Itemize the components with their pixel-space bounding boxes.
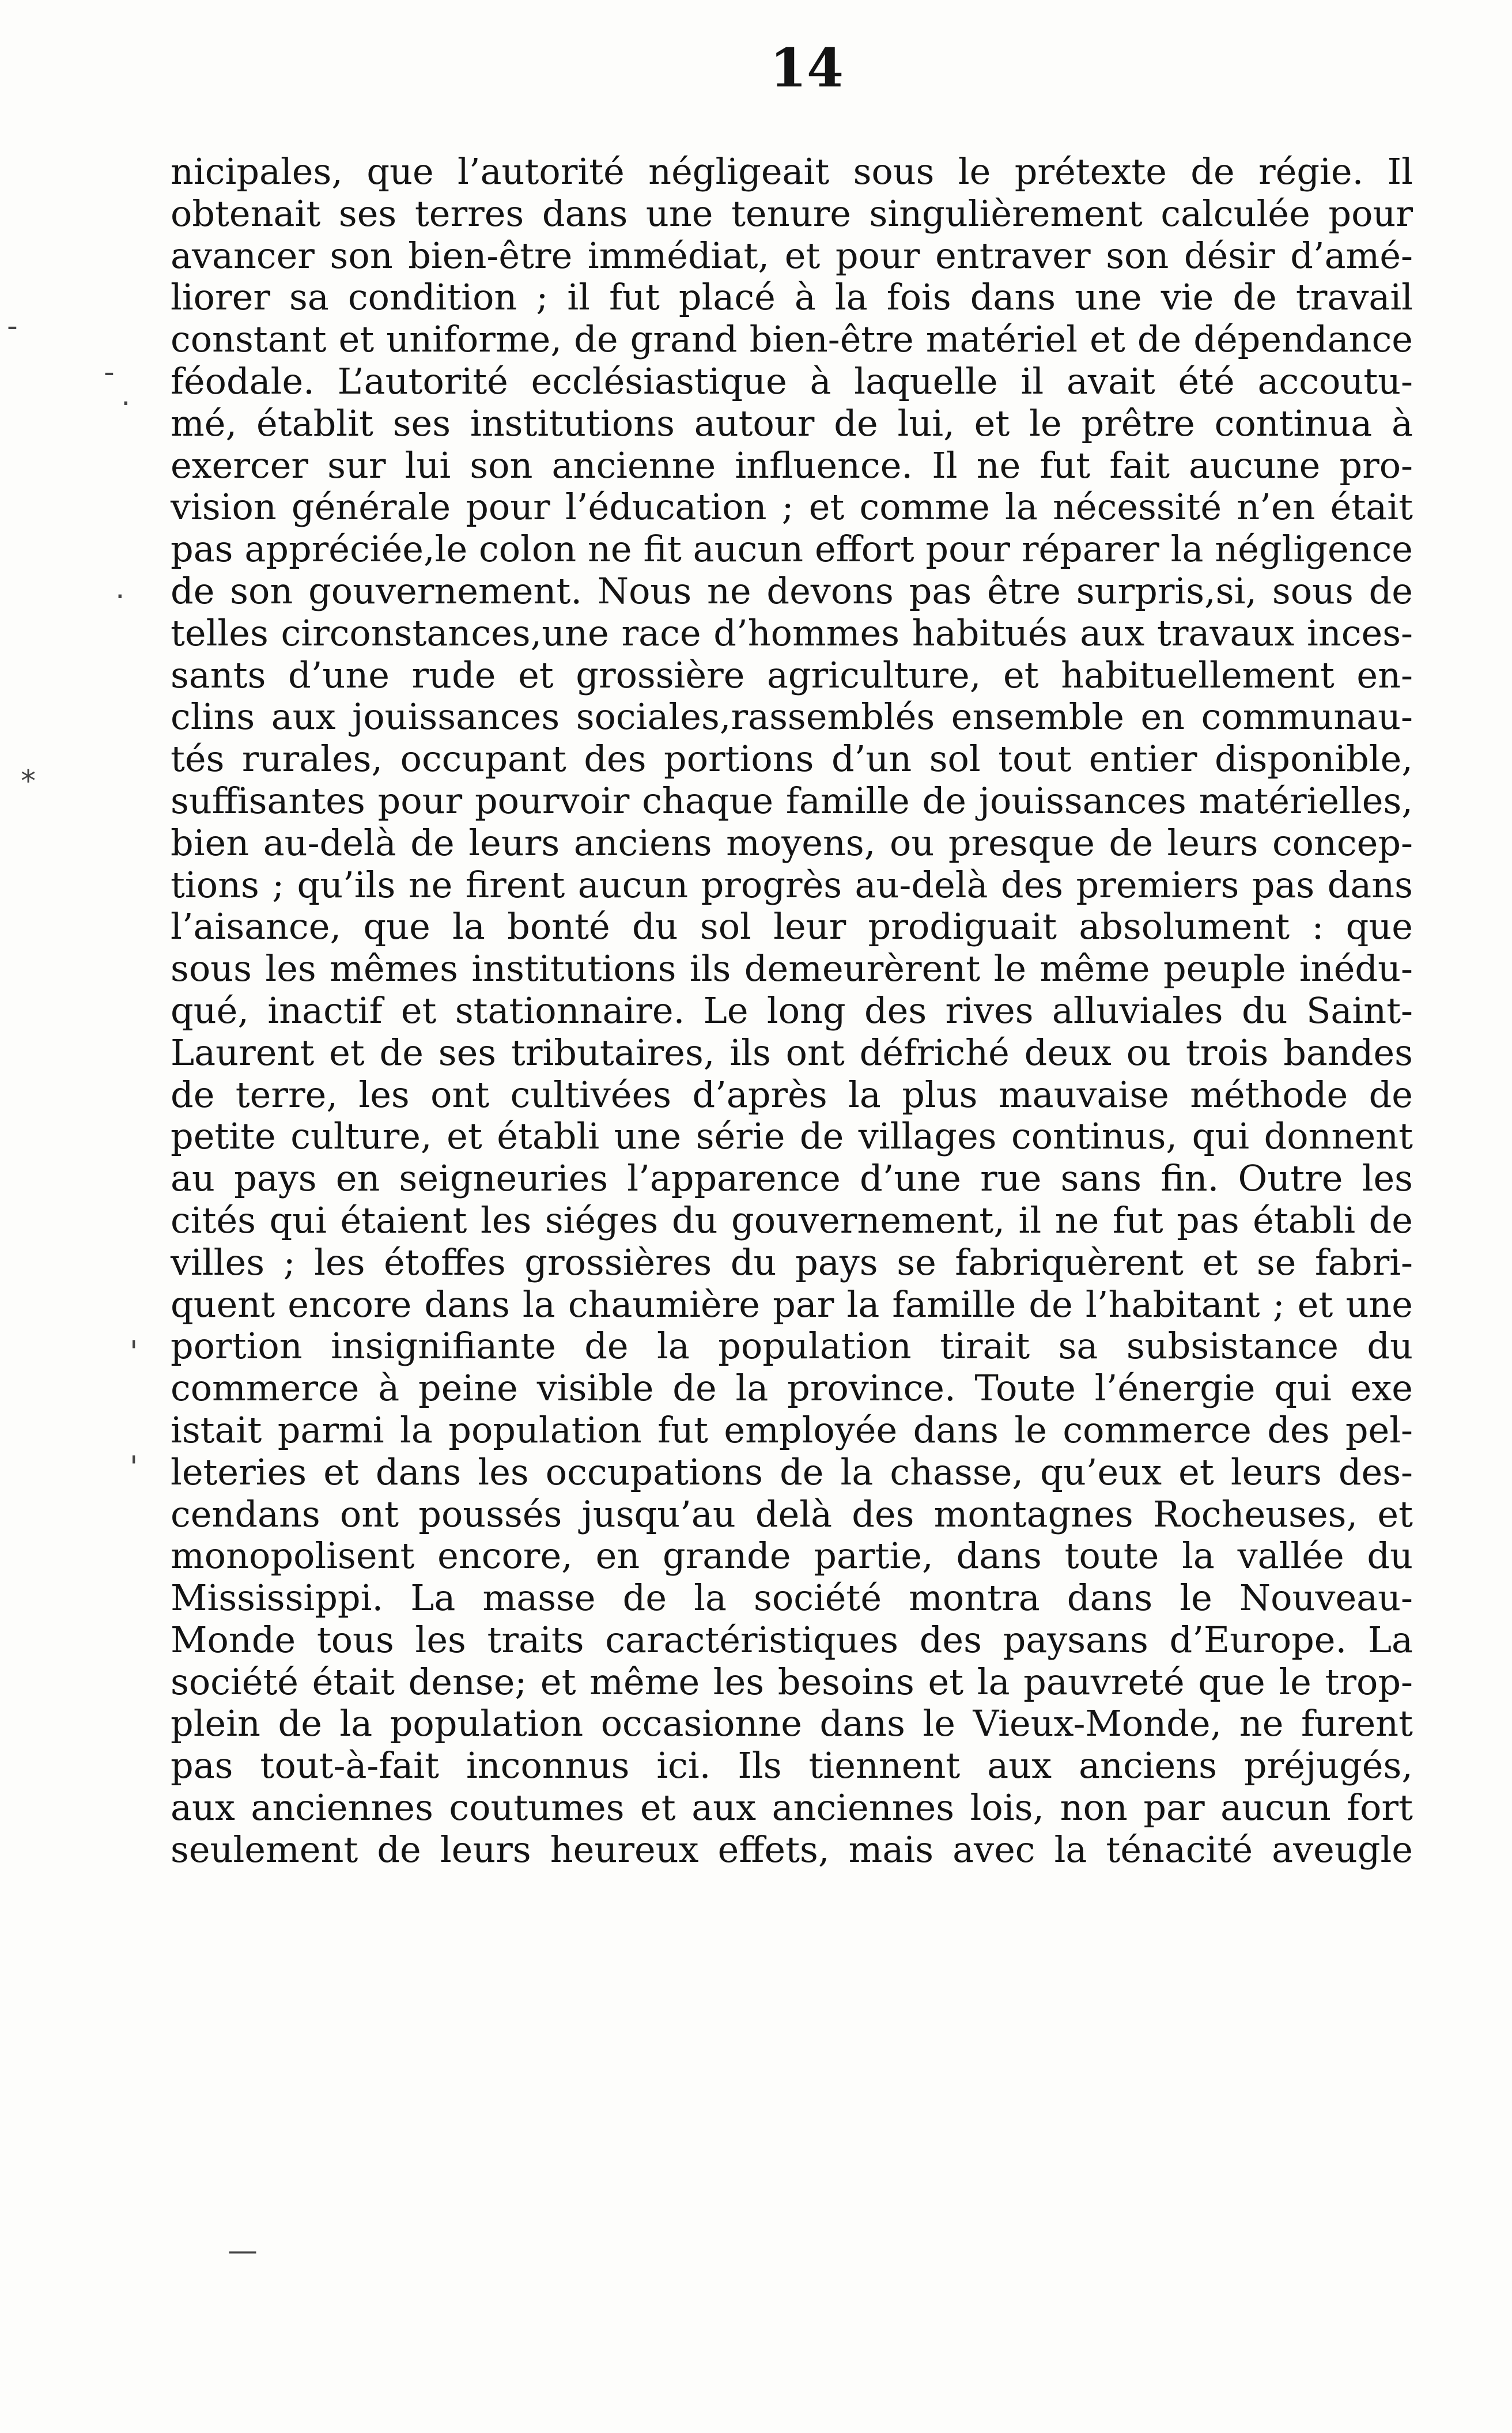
text-line: l’aisance, que la bonté du sol leur prodiguait absolument : que (171, 905, 1413, 948)
text-line: tés rurales, occupant des portions d’un sol tout entier disponible, (171, 738, 1413, 780)
text-line: seulement de leurs heureux effets, mais avec la ténacité aveugle (171, 1828, 1413, 1871)
text-line: portion insignifiante de la population tirait sa subsistance du (171, 1325, 1413, 1367)
text-line: nicipales, que l’autorité négligeait sous le prétexte de régie. Il (171, 150, 1413, 192)
text-line: cités qui étaient les siéges du gouvernement, il ne fut pas établi de (171, 1199, 1413, 1241)
margin-mark: * (21, 764, 36, 799)
text-line: pas appréciée,le colon ne fit aucun effort pour réparer la négligence (171, 528, 1413, 571)
text-line: petite culture, et établi une série de villages continus, qui donnent (171, 1115, 1413, 1158)
text-line: plein de la population occasionne dans le Vieux-Monde, ne furent (171, 1702, 1413, 1745)
text-line: telles circonstances,une race d’hommes habitués aux travaux inces- (171, 611, 1413, 654)
text-line: tions ; qu’ils ne firent aucun progrès au-delà des premiers pas dans (171, 863, 1413, 906)
text-line: sants d’une rude et grossière agriculture, et habituellement en- (171, 653, 1413, 696)
text-line: Mississippi. La masse de la société montra dans le Nouveau- (171, 1577, 1413, 1619)
text-line: sous les mêmes institutions ils demeurèrent le même peuple inédu- (171, 947, 1413, 990)
text-line: Laurent et de ses tributaires, ils ont défriché deux ou trois bandes (171, 1031, 1413, 1074)
text-line: féodale. L’autorité ecclésiastique à laquelle il avait été accoutu- (171, 360, 1413, 402)
text-line: de terre, les ont cultivées d’après la plus mauvaise méthode de (171, 1073, 1413, 1116)
margin-mark: · (115, 580, 125, 614)
text-line: pas tout-à-fait inconnus ici. Ils tiennent aux anciens préjugés, (171, 1744, 1413, 1787)
text-line: villes ; les étoffes grossières du pays se fabriquèrent et se fabri- (171, 1241, 1413, 1283)
text-line: exercer sur lui son ancienne influence. Il ne fut fait aucune pro- (171, 444, 1413, 486)
text-line: qué, inactif et stationnaire. Le long des rives alluviales du Saint- (171, 989, 1413, 1032)
text-line: mé, établit ses institutions autour de lui, et le prêtre continua à (171, 402, 1413, 444)
text-line: vision générale pour l’éducation ; et comme la nécessité n’en était (171, 486, 1413, 528)
margin-mark: . (121, 378, 131, 413)
text-line: quent encore dans la chaumière par la famille de l’habitant ; et une (171, 1283, 1413, 1325)
margin-mark: ' (130, 1450, 138, 1484)
text-line: bien au-delà de leurs anciens moyens, ou presque de leurs concep- (171, 821, 1413, 864)
text-line: société était dense; et même les besoins et la pauvreté que le trop- (171, 1660, 1413, 1703)
text-line: liorer sa condition ; il fut placé à la fois dans une vie de travail (171, 276, 1413, 319)
text-line: commerce à peine visible de la province. Toute l’énergie qui exe (171, 1367, 1413, 1410)
margin-mark: ' (130, 1335, 138, 1369)
text-line: Monde tous les traits caractéristiques des paysans d’Europe. La (171, 1618, 1413, 1661)
margin-mark: — (228, 2234, 258, 2268)
text-line: leteries et dans les occupations de la chasse, qu’eux et leurs des- (171, 1450, 1413, 1493)
text-line: suffisantes pour pourvoir chaque famille de jouissances matérielles, (171, 779, 1413, 822)
text-line: clins aux jouissances sociales,rassemblés ensemble en communau- (171, 696, 1413, 738)
text-line: monopolisent encore, en grande partie, dans toute la vallée du (171, 1535, 1413, 1577)
margin-mark: - (7, 309, 18, 343)
text-line: constant et uniforme, de grand bien-être matériel et de dépendance (171, 318, 1413, 361)
text-line: obtenait ses terres dans une tenure singulièrement calculée pour (171, 192, 1413, 235)
body-paragraph (171, 151, 1413, 1871)
text-line: au pays en seigneuries l’apparence d’une rue sans fin. Outre les (171, 1157, 1413, 1200)
text-line: cendans ont poussés jusqu’au delà des montagnes Rocheuses, et (171, 1493, 1413, 1535)
page-number: 14 (769, 37, 844, 99)
text-line: avancer son bien-être immédiat, et pour entraver son désir d’amé- (171, 234, 1413, 277)
text-line: de son gouvernement. Nous ne devons pas être surpris,si, sous de (171, 569, 1413, 612)
text-line: istait parmi la population fut employée dans le commerce des pel- (171, 1408, 1413, 1451)
text-line: aux anciennes coutumes et aux anciennes lois, non par aucun fort (171, 1786, 1413, 1829)
margin-mark: - (104, 355, 115, 390)
